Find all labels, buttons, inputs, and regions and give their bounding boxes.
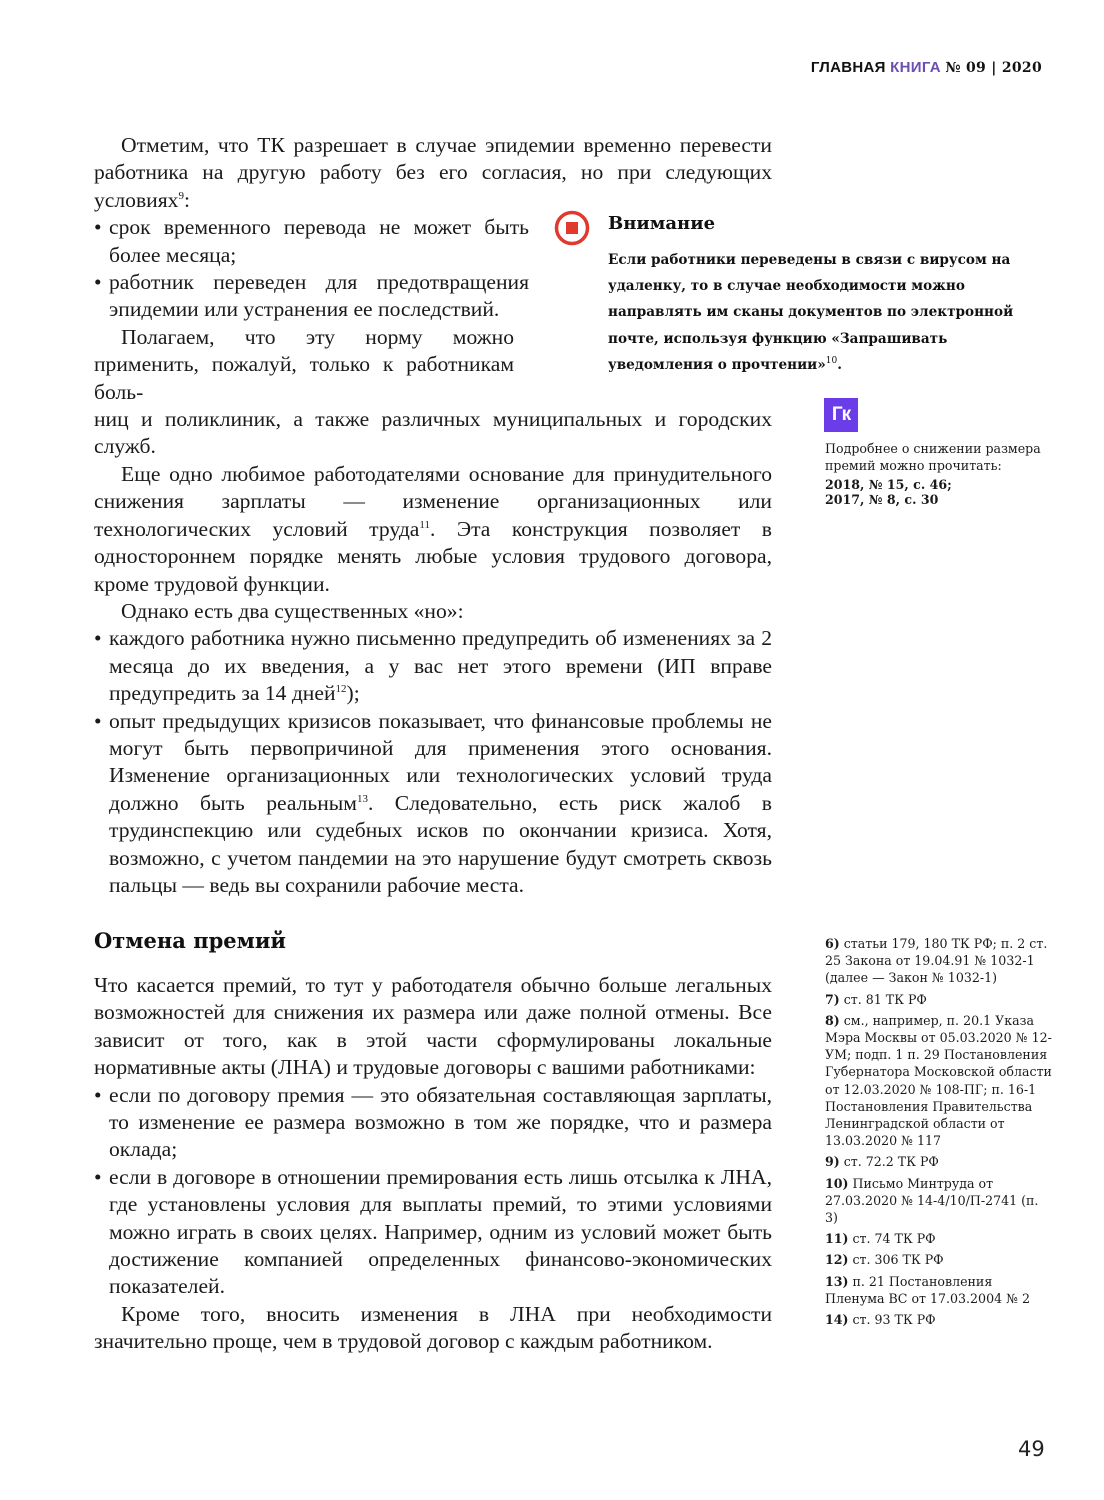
paragraph: Кроме того, вносить изменения в ЛНА при необходимости значительно проще, чем в трудовой договор с каждым работником.: [94, 1301, 772, 1354]
list-item: • опыт предыдущих кризисов показывает, что финансовые проблемы не могут быть первопричиной для применения этого основания. Изменение организационных или технологических условий труда должно быть реальным$^{13}$. Следовательно, есть риск жалоб в трудинспекцию или судебных исков по окончании кризиса. Хотя, возможно, с учетом пандемии на это нарушение будут смотреть сквозь пальцы — ведь вы сохранили рабочие места.: [94, 708, 772, 900]
attention-text: Если работники переведены в связи с вирусом на удаленку, то в случае необходимости можно направлять им сканы документов по электронной почте, используя функцию «Запрашивать уведомления о прочтении»$^{10}$.: [608, 252, 1014, 373]
footnote: 14) ст. 93 ТК РФ: [825, 1312, 936, 1328]
attention-title: Внимание: [608, 213, 716, 234]
list-item: • работник переведен для предотвращения эпидемии или устранения ее последствий.: [94, 269, 529, 324]
stop-icon: [554, 210, 590, 246]
paragraph: ниц и поликлиник, а также различных муниципальных и городских служб.: [94, 407, 772, 459]
list-item: • если в договоре в отношении премирования есть лишь отсылка к ЛНА, где установлены условия для выплаты премий, то этими условиями можно играть в своих целях. Например, одним из условий может быть достижение компанией определенных финансово-экономических показателей.: [94, 1164, 772, 1301]
main-text-bottom: [94, 972, 772, 1356]
gk-logo-icon: Гк: [824, 398, 858, 432]
list-item: • каждого работника нужно письменно предупредить об изменениях за 2 месяца до их введения, а у вас нет этого времени (ИП вправе предупредить за 14 дней$^{12}$);: [94, 625, 772, 707]
running-header: [811, 59, 1042, 76]
gk-reference: [824, 398, 858, 432]
footnote: 7) ст. 81 ТК РФ: [825, 991, 927, 1007]
paragraph: Полагаем, что эту норму можно применить, пожалуй, только к работникам боль-: [94, 324, 514, 404]
gk-refs: 2018, № 15, с. 46; 2017, № 8, с. 30: [825, 477, 952, 507]
gk-reference-text: Подробнее о снижении размера премий можно прочитать: 2018, № 15, с. 46; 2017, № 8, с. 30: [825, 440, 1055, 507]
page-number: 49: [1018, 1437, 1045, 1461]
paragraph: Что касается премий, то тут у работодателя обычно больше легальных возможностей для снижения их размера или даже полной отмены. Все зависит от того, как в этой части сформулированы локальные нормативные акты (ЛНА) и трудовые договоры с вашими работниками:: [94, 973, 772, 1080]
footnote: 12) ст. 306 ТК РФ: [825, 1252, 944, 1268]
issue-number: № 09 | 2020: [945, 60, 1042, 76]
footnote: 6) статьи 179, 180 ТК РФ; п. 2 ст. 25 Закона от 19.04.91 № 1032-1 (далее — Закон № 1032-1): [825, 936, 1048, 986]
paragraph: Еще одно любимое работодателями основание для принудительного снижения зарплаты — изменение организационных или технологических условий труда$^{11}$. Эта конструкция позволяет в одностороннем порядке менять любые условия трудового договора, кроме трудовой функции.: [94, 461, 772, 596]
footnotes: [825, 935, 1055, 1332]
list-item: • срок временного перевода не может быть более месяца;: [94, 214, 529, 269]
list-item: • если по договору премия — это обязательная составляющая зарплаты, то изменение ее размера возможно в том же порядке, что и размера оклада;: [94, 1082, 772, 1164]
section-title: Отмена премий: [94, 928, 287, 953]
brand-name: ГЛАВНАЯ: [810, 59, 886, 76]
paragraph: Однако есть два существенных «но»:: [121, 598, 464, 623]
footnote: 13) п. 21 Постановления Пленума ВС от 17.03.2004 № 2: [825, 1273, 1031, 1306]
brand-accent: КНИГА: [890, 59, 941, 76]
footnote: 8) см., например, п. 20.1 Указа Мэра Москвы от 05.03.2020 № 12-УМ; подп. 1 п. 29 Постановления Губернатора Московской области от 12.03.2020 № 108-ПГ; п. 16-1 Постановления Правительства Ленинградской области от 13.03.2020 № 117: [825, 1012, 1052, 1149]
footnote: 11) ст. 74 ТК РФ: [825, 1231, 936, 1247]
footnote: 9) ст. 72.2 ТК РФ: [825, 1154, 939, 1170]
footnote: 10) Письмо Минтруда от 27.03.2020 № 14-4/10/П-2741 (п. 3): [825, 1175, 1039, 1226]
paragraph: Отметим, что ТК разрешает в случае эпидемии временно перевести работника на другую работу без его согласия, но при следующих условиях$^9$:: [94, 133, 772, 212]
